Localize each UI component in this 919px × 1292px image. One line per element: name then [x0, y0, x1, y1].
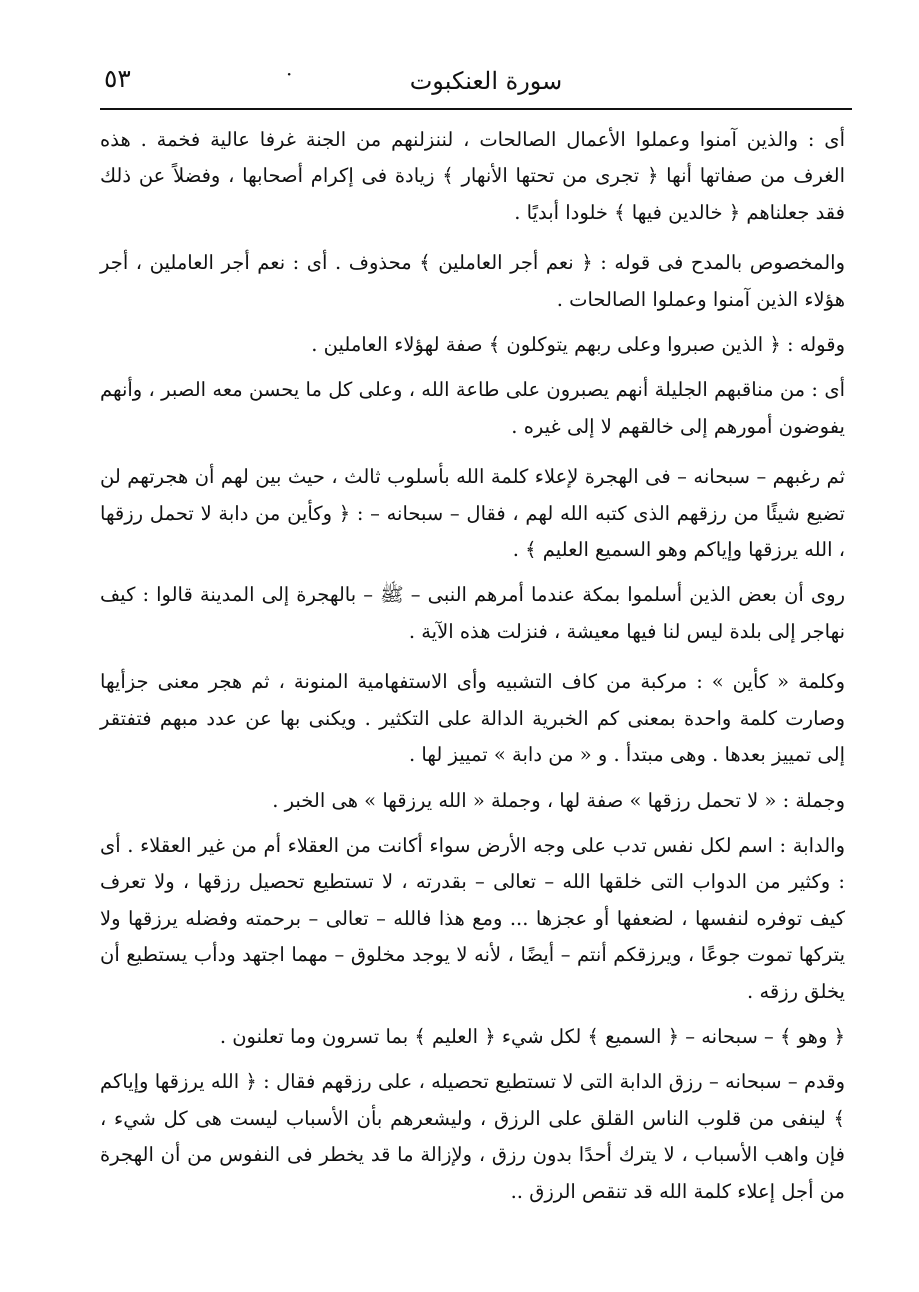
paragraph-3: وقوله : ﴿ الذين صبروا وعلى ربهم يتوكلون ﴾ صفة لهؤلاء العاملين . [311, 333, 845, 357]
paragraph-9: والدابة : اسم لكل نفس تدب على وجه الأرض سواء أكانت من العقلاء أم من غير العقلاء . أى : وكثير من الدواب التى خلقها الله – تعالى – بقدرته ، لا تستطيع تحصيل رزقها ، ولا تعرف كيف توفره لنفسها ، لضعفها أو عجزها ... ومع هذا فالله – تعالى – برحمته وفضله يرزقها ولا يتركها تموت جوعًا ، ويرزقكم أنتم – أيضًا ، لأنه لا يوجد مخلوق – مهما اجتهد ودأب يستطيع أن يخلق رزقه . [100, 833, 845, 1003]
paragraph-11: وقدم – سبحانه – رزق الدابة التى لا تستطيع تحصيله ، على رزقهم فقال : ﴿ الله يرزقها وإياكم ﴾ لينفى من قلوب الناس القلق على الرزق ، وليشعرهم بأن الأسباب ليست هى كل شيء ، فإن واهب الأسباب ، لا يترك أحدًا بدون رزق ، ولإزالة ما قد يخطر فى النفوس من أن الهجرة من أجل إعلاء كلمة الله قد تنقص الرزق .. [100, 1070, 845, 1203]
paragraph-8: وجملة : « لا تحمل رزقها » صفة لها ، وجملة « الله يرزقها » هى الخبر . [272, 788, 845, 812]
page-number: ٥٣ [104, 64, 131, 93]
paragraph-5: ثم رغبهم – سبحانه – فى الهجرة لإعلاء كلمة الله بأسلوب ثالث ، حيث بين لهم أن هجرتهم لن تضيع شيئًا من رزقهم الذى كتبه الله لهم ، فقال – سبحانه – : ﴿ وكأين من دابة لا تحمل رزقها ، الله يرزقها وإياكم وهو السميع العليم ﴾ . [100, 465, 845, 562]
paragraph-2: والمخصوص بالمدح فى قوله : ﴿ نعم أجر العاملين ﴾ محذوف . أى : نعم أجر العاملين ، أجر هؤلاء الذين آمنوا وعملوا الصالحات . [100, 251, 845, 311]
paragraph-10: ﴿ وهو ﴾ – سبحانه – ﴿ السميع ﴾ لكل شيء ﴿ العليم ﴾ بما تسرون وما تعلنون . [219, 1024, 845, 1048]
paragraph-6: روى أن بعض الذين أسلموا بمكة عندما أمرهم النبى – ﷺ – بالهجرة إلى المدينة قالوا : كيف نهاجر إلى بلدة ليس لنا فيها معيشة ، فنزلت هذه الآية . [100, 583, 845, 643]
paragraph-4: أى : من مناقبهم الجليلة أنهم يصبرون على طاعة الله ، وعلى كل ما يحسن معه الصبر ، وأنهم يفوضون أمورهم إلى خالقهم لا إلى غيره . [100, 378, 845, 438]
page-header [100, 60, 852, 104]
header-rule [100, 108, 852, 110]
surah-title: سورة العنكبوت [409, 67, 563, 95]
paragraph-7: وكلمة « كأين » : مركبة من كاف التشبيه وأى الاستفهامية المنونة ، ثم هجر معنى جزأيها وصارت كلمة واحدة بمعنى كم الخبرية الدالة على التكثير . ويكنى بها عن عدد مبهم فتفتقر إلى تمييز بعدها . وهى مبتدأ . و « من دابة » تمييز لها . [100, 670, 845, 767]
paragraph-1: أى : والذين آمنوا وعملوا الأعمال الصالحات ، لننزلنهم من الجنة غرفا عالية فخمة . هذه الغرف من صفاتها أنها ﴿ تجرى من تحتها الأنهار ﴾ زيادة فى إكرام أصحابها ، وفضلاً عن ذلك فقد جعلناهم ﴿ خالدين فيها ﴾ خلودا أبديًا . [100, 128, 845, 224]
header-dot: · [286, 62, 293, 86]
page-body [100, 122, 845, 1219]
